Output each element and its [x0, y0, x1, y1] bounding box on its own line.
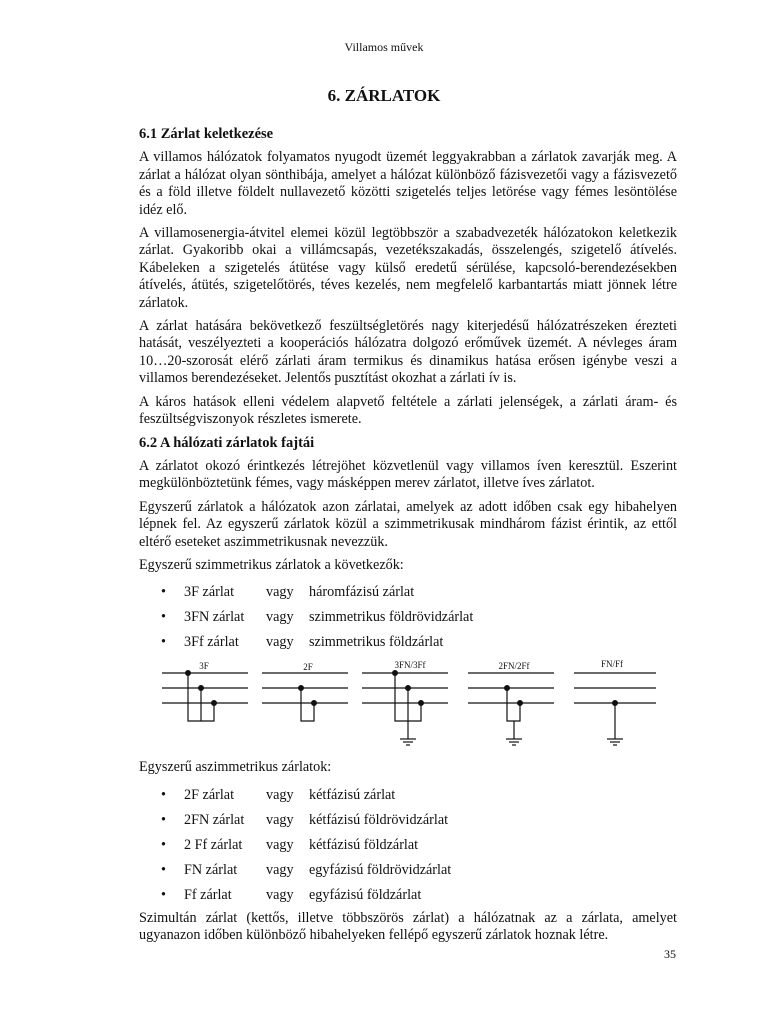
junction-dot: [518, 701, 523, 706]
paragraph: A villamos hálózatok folyamatos nyugodt üzemét leggyakrabban a zárlatok zavarják meg. A zárlat a hálózat olyan sönthibája, amelyet a hálózat különböző fázisvezetői vagy a fázisvezető és a föld illetve földelt nullavezető közötti szigetelés teljes letörése vagy fémes lesöntölése idéz elő.: [139, 149, 677, 218]
paragraph: A villamosenergia-átvitel elemei közül legtöbbször a szabadvezeték hálózatokon keletkezik zárlat. Gyakoribb okai a villámcsapás, vezetékszakadás, összelengés, szigetelő átívelés. Kábeleken a szigetelés átütése vagy külső eredetű sérülése, kapcsoló-berendezésekben átívelés, átütés, szigetelőtörés, téves kezelés, nem megfelelő karbantartás miatt jönnek létre zárlatok.: [139, 225, 677, 311]
junction-dot: [419, 701, 424, 706]
fault-description: egyfázisú földrövidzárlat: [309, 861, 452, 878]
junction-dot: [613, 701, 618, 706]
fault-description: kétfázisú földzárlat: [309, 836, 419, 853]
bullet-icon: •: [161, 836, 166, 853]
section-heading-6-2: 6.2 A hálózati zárlatok fajtái: [139, 434, 315, 451]
fault-description: háromfázisú zárlat: [309, 584, 415, 601]
bullet-icon: •: [161, 811, 166, 828]
junction-dot: [312, 701, 317, 706]
symmetric-fault-list: [139, 580, 677, 655]
junction-dot: [505, 686, 510, 691]
diagram-label-fn-ff: FN/Ff: [600, 659, 624, 670]
fault-type-diagrams: [139, 657, 677, 759]
diagram-2f: [262, 662, 348, 721]
list-item: [139, 883, 677, 908]
chapter-title: 6. ZÁRLATOK: [327, 86, 441, 105]
fault-or: vagy: [266, 584, 294, 601]
diagram-label-2fn-2ff: 2FN/2Ff: [498, 661, 530, 672]
junction-dot: [406, 686, 411, 691]
ground-icon: [506, 739, 522, 745]
list-item: [139, 858, 677, 883]
paragraph: Egyszerű zárlatok a hálózatok azon zárlatai, amelyek az adott időben csak egy hibahelyen lépnek fel. Az egyszerű zárlatok közül a szimmetrikusak mindhárom fázist érintik, az ettől eltérő eseteket aszimmetrikusnak nevezzük.: [139, 498, 677, 550]
fault-code: 3Ff zárlat: [184, 634, 239, 651]
ground-icon: [400, 739, 416, 745]
bullet-icon: •: [161, 609, 166, 626]
fault-code: Ff zárlat: [184, 886, 232, 903]
junction-dot: [186, 671, 191, 676]
fault-description: kétfázisú zárlat: [309, 786, 396, 803]
fault-code: 3FN zárlat: [184, 609, 245, 626]
bullet-icon: •: [161, 786, 166, 803]
list-item: [139, 808, 677, 833]
junction-dot: [299, 686, 304, 691]
bullet-icon: •: [161, 861, 166, 878]
fault-or: vagy: [266, 634, 294, 651]
fault-code: 2 Ff zárlat: [184, 836, 243, 853]
diagram-2fn-2ff: [468, 661, 554, 745]
asymmetric-fault-list: [139, 783, 677, 908]
fault-or: vagy: [266, 811, 294, 828]
page-body: [139, 126, 677, 951]
fault-description: szimmetrikus földzárlat: [309, 634, 444, 651]
paragraph: A káros hatások elleni védelem alapvető feltétele a zárlati jelenségek, a zárlati áram- és feszültségviszonyok részletes ismerete.: [139, 393, 677, 428]
page-number: 35: [664, 947, 676, 961]
bullet-icon: •: [161, 584, 166, 601]
fault-or: vagy: [266, 886, 294, 903]
diagram-3f: [162, 661, 248, 721]
closing-paragraph: Szimultán zárlat (kettős, illetve többszörös zárlat) a hálózatnak az a zárlata, amelyet ugyanazon időben különböző hibahelyeken fellépő egyszerű zárlatok hoznak létre.: [139, 909, 677, 944]
fault-code: 2F zárlat: [184, 786, 235, 803]
fault-or: vagy: [266, 786, 294, 803]
ground-icon: [607, 739, 623, 745]
fault-code: 2FN zárlat: [184, 811, 245, 828]
paragraph: A zárlat hatására bekövetkező feszültségletörés nagy kiterjedésű hálózatrészeken érezteti hatását, veszélyezteti a kooperációs hálózatra dolgozó erőművek üzemét. A névleges áram 10…20-szorosát elérő zárlati áram termikus és dinamikus hatása erősen igénybe veszi a villamos berendezéseket. Jelentős pusztítást okozhat a zárlati ív is.: [139, 318, 677, 387]
diagram-label-3fn-3ff: 3FN/3Ff: [394, 660, 426, 671]
list-item: [139, 580, 677, 605]
fault-diagram-svg: [0, 657, 768, 759]
fault-or: vagy: [266, 861, 294, 878]
symmetric-list-intro: Egyszerű szimmetrikus zárlatok a következők:: [139, 556, 404, 573]
diagram-label-2f: 2F: [303, 662, 313, 673]
diagram-3fn-3ff: [362, 660, 448, 745]
fault-code: FN zárlat: [184, 861, 238, 878]
fault-description: kétfázisú földrövidzárlat: [309, 811, 449, 828]
list-item: [139, 783, 677, 808]
list-item: [139, 605, 677, 630]
asymmetric-list-intro: Egyszerű aszimmetrikus zárlatok:: [139, 759, 332, 776]
junction-dot: [212, 701, 217, 706]
paragraph: A zárlatot okozó érintkezés létrejöhet közvetlenül vagy villamos íven keresztül. Eszerint megkülönböztetünk fémes, vagy másképpen merev zárlatot, illetve íves zárlatot.: [139, 457, 677, 492]
list-item: [139, 630, 677, 655]
junction-dot: [393, 671, 398, 676]
fault-code: 3F zárlat: [184, 584, 235, 601]
list-item: [139, 833, 677, 858]
fault-or: vagy: [266, 609, 294, 626]
fault-description: egyfázisú földzárlat: [309, 886, 422, 903]
diagram-fn-ff: [574, 659, 656, 745]
diagram-label-3f: 3F: [199, 661, 209, 672]
bullet-icon: •: [161, 886, 166, 903]
junction-dot: [199, 686, 204, 691]
running-header: Villamos művek: [344, 40, 424, 54]
section-heading-6-1: 6.1 Zárlat keletkezése: [139, 126, 274, 142]
fault-description: szimmetrikus földrövidzárlat: [309, 609, 474, 626]
bullet-icon: •: [161, 634, 166, 651]
fault-or: vagy: [266, 836, 294, 853]
